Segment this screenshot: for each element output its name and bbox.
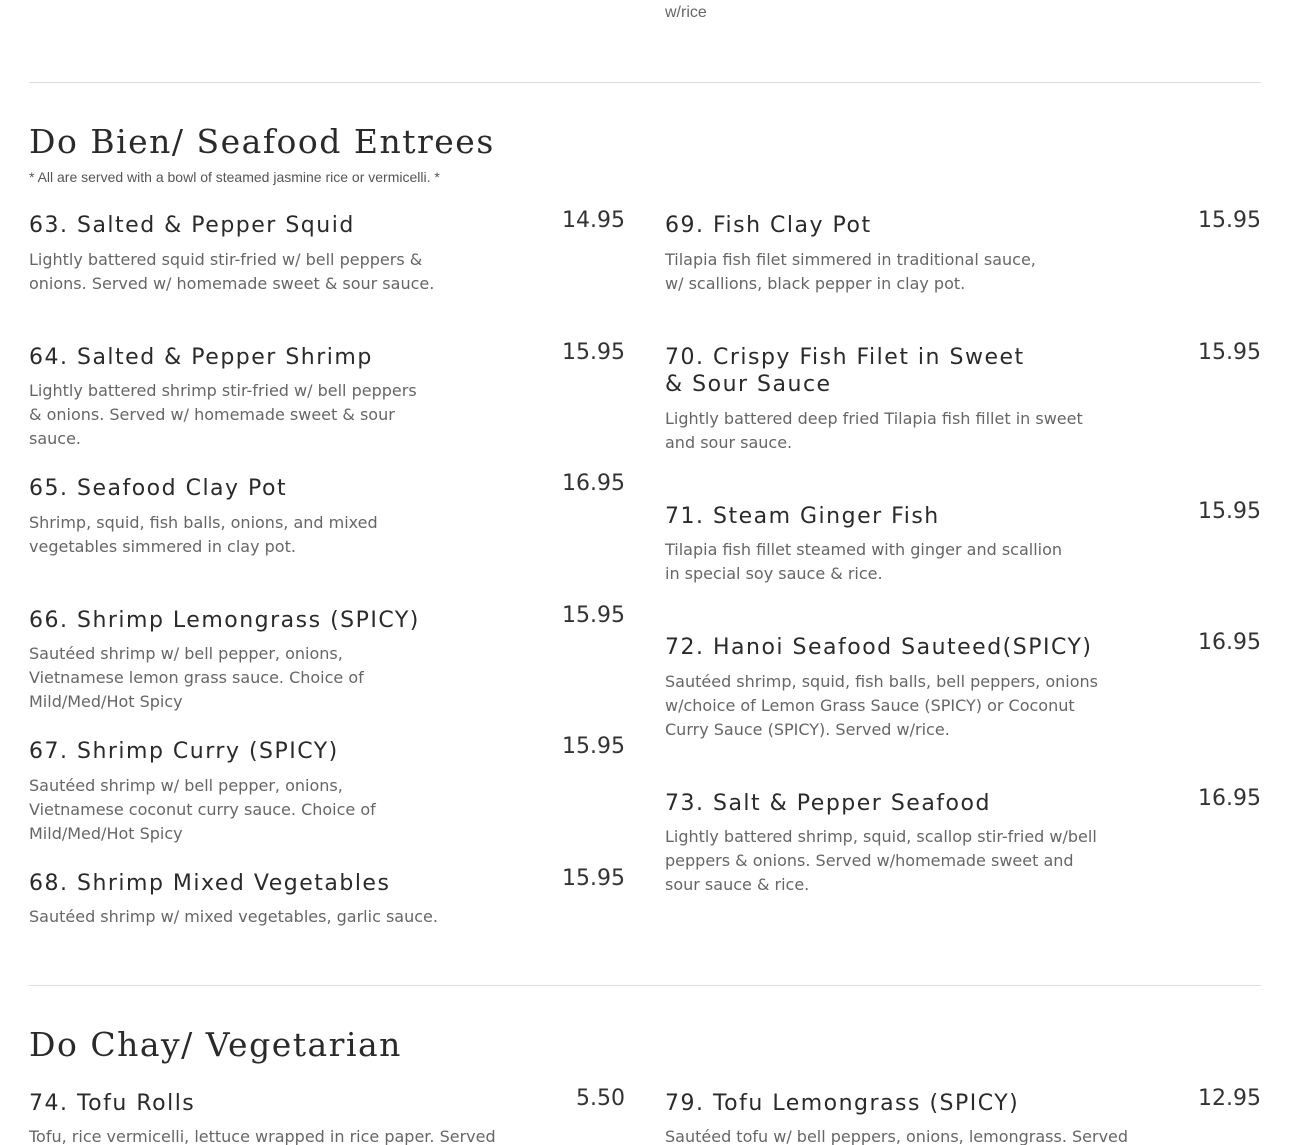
item-price: 15.95 <box>562 866 625 891</box>
item-description: Sautéed shrimp w/ mixed vegetables, garlic sauce. <box>29 907 438 926</box>
section-title-vegetarian: Do Chay/ Vegetarian <box>29 1025 402 1064</box>
item-name: 69. Fish Clay Pot <box>665 213 872 238</box>
item-price: 16.95 <box>1198 630 1261 655</box>
item-price: 12.95 <box>1198 1086 1261 1111</box>
item-price: 5.50 <box>576 1086 625 1111</box>
section-divider <box>29 82 1261 83</box>
item-name: 63. Salted & Pepper Squid <box>29 213 355 238</box>
item-description: Tilapia fish filet simmered in traditional sauce, w/ scallions, black pepper in clay pot. <box>665 250 1036 293</box>
item-name: 71. Steam Ginger Fish <box>665 504 940 529</box>
item-name: 74. Tofu Rolls <box>29 1091 196 1116</box>
item-name: 64. Salted & Pepper Shrimp <box>29 345 373 370</box>
top-fragment-desc: w/rice <box>665 4 707 21</box>
item-description: Lightly battered deep fried Tilapia fish fillet in sweet and sour sauce. <box>665 409 1083 452</box>
section-divider <box>29 985 1261 986</box>
item-description: Lightly battered shrimp stir-fried w/ bell peppers & onions. Served w/ homemade sweet & sour sauce. <box>29 381 417 448</box>
item-description: Sautéed tofu w/ bell peppers, onions, lemongrass. Served <box>665 1127 1129 1145</box>
item-name: 72. Hanoi Seafood Sauteed(SPICY) <box>665 635 1093 660</box>
item-name: 65. Seafood Clay Pot <box>29 476 288 501</box>
item-name: 67. Shrimp Curry (SPICY) <box>29 739 339 764</box>
item-price: 16.95 <box>1198 786 1261 811</box>
section-note-seafood: * All are served with a bowl of steamed jasmine rice or vermicelli. * <box>29 169 440 185</box>
item-price: 15.95 <box>1198 208 1261 233</box>
item-description: Lightly battered squid stir-fried w/ bell peppers & onions. Served w/ homemade sweet & sour sauce. <box>29 250 435 293</box>
item-name: 73. Salt & Pepper Seafood <box>665 791 991 816</box>
item-description: Sautéed shrimp, squid, fish balls, bell peppers, onions w/choice of Lemon Grass Sauce (SPICY) or Coconut Curry Sauce (SPICY). Served w/rice. <box>665 672 1098 739</box>
item-price: 16.95 <box>562 471 625 496</box>
item-name: 68. Shrimp Mixed Vegetables <box>29 871 391 896</box>
item-description: Tilapia fish fillet steamed with ginger and scallion in special soy sauce & rice. <box>665 540 1063 583</box>
item-name: 79. Tofu Lemongrass (SPICY) <box>665 1091 1020 1116</box>
item-description: Lightly battered shrimp, squid, scallop stir-fried w/bell peppers & onions. Served w/homemade sweet and sour sauce & rice. <box>665 827 1097 894</box>
item-description: Sautéed shrimp w/ bell pepper, onions, Vietnamese lemon grass sauce. Choice of Mild/Med/Hot Spicy <box>29 644 364 711</box>
section-title-seafood: Do Bien/ Seafood Entrees <box>29 122 495 161</box>
item-price: 15.95 <box>562 340 625 365</box>
item-price: 15.95 <box>562 734 625 759</box>
item-name: 70. Crispy Fish Filet in Sweet & Sour Sauce <box>665 345 1025 397</box>
item-description: Tofu, rice vermicelli, lettuce wrapped in rice paper. Served <box>29 1127 496 1145</box>
item-description: Sautéed shrimp w/ bell pepper, onions, Vietnamese coconut curry sauce. Choice of Mild/Med/Hot Spicy <box>29 776 376 843</box>
item-price: 15.95 <box>1198 499 1261 524</box>
item-price: 14.95 <box>562 208 625 233</box>
item-price: 15.95 <box>1198 340 1261 365</box>
item-price: 15.95 <box>562 603 625 628</box>
item-description: Shrimp, squid, fish balls, onions, and mixed vegetables simmered in clay pot. <box>29 513 378 556</box>
item-name: 66. Shrimp Lemongrass (SPICY) <box>29 608 420 633</box>
